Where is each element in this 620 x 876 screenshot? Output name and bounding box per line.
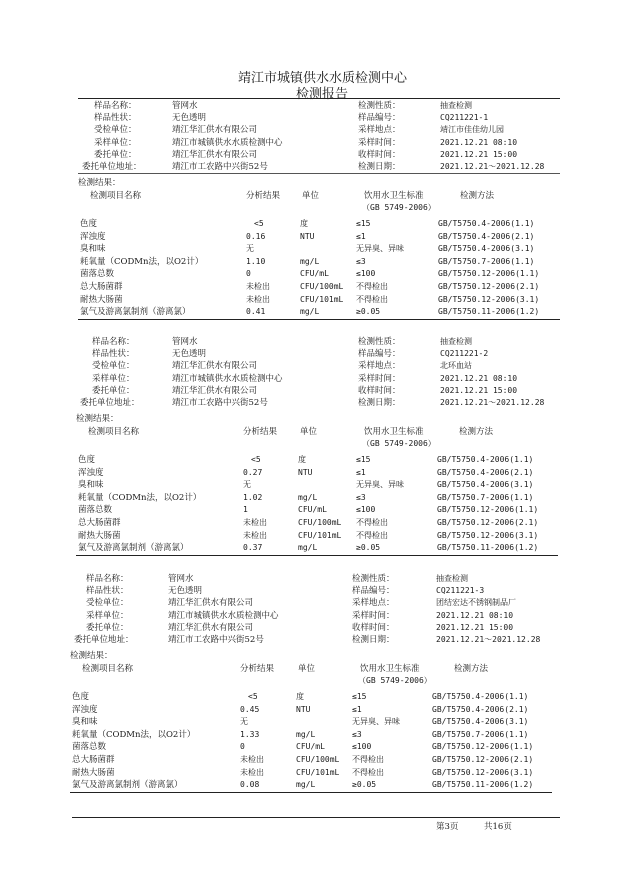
label-test-nature: 检测性质： (358, 101, 401, 111)
row-analysis-result: 0.37 (243, 543, 263, 553)
row-item-name: 耐热大肠菌 (78, 530, 121, 541)
row-test-method: GB/T5750.12-2006(2.1) (437, 518, 539, 527)
row-standard-limit: ≥0.05 (352, 780, 377, 790)
row-test-method: GB/T5750.11-2006(1.2) (437, 543, 539, 553)
row-standard-limit: ≥0.05 (356, 307, 381, 317)
value-sample-state: 无色透明 (172, 113, 207, 124)
value-sample-name: 管网水 (172, 337, 198, 347)
header-standard-code: （GB 5749-2006） (362, 203, 436, 212)
row-unit: NTU (298, 467, 313, 477)
value-test-nature: 抽查检测 (440, 101, 472, 110)
row-standard-limit: ≤15 (356, 219, 371, 228)
header-method: 检测方法 (454, 664, 489, 674)
row-item-name: 总大肠菌群 (78, 518, 121, 528)
label-sampling-unit: 采样单位： (86, 610, 129, 621)
row-analysis-result: 1.02 (243, 492, 263, 502)
label-sample-state: 样品性状： (94, 113, 137, 124)
row-standard-limit: ≤3 (352, 729, 362, 739)
row-item-name: 色度 (80, 219, 98, 229)
row-test-method: GB/T5750.4-2006(2.1) (438, 231, 535, 241)
row-test-method: GB/T5750.7-2006(1.1) (437, 492, 534, 502)
header-unit: 单位 (300, 427, 318, 437)
header-result: 分析结果 (243, 427, 278, 437)
row-analysis-result: 0.41 (246, 307, 266, 317)
value-receive-time: 2021.12.21 15:00 (440, 149, 518, 159)
row-item-name: 菌落总数 (78, 505, 113, 516)
row-analysis-result: 0.08 (240, 780, 260, 790)
label-client-unit: 委托单位： (86, 622, 129, 633)
label-receive-time: 收样时间： (358, 385, 401, 396)
label-sampling-time: 采样时间： (352, 610, 395, 621)
row-analysis-result: 未检出 (246, 294, 270, 304)
label-sample-no: 样品编号： (358, 349, 401, 360)
row-unit: CFU/mL (296, 742, 325, 752)
header-item: 检测项目名称 (82, 664, 134, 674)
label-receive-time: 收样时间： (352, 622, 395, 633)
value-client-address: 靖江市工农路中兴街52号 (172, 162, 268, 172)
row-standard-limit: ≥0.05 (356, 543, 381, 553)
value-sample-name: 管网水 (168, 574, 194, 584)
row-test-method: GB/T5750.12-2006(1.1) (437, 505, 539, 515)
header-standard-code: （GB 5749-2006） (358, 676, 432, 685)
label-sampling-time: 采样时间： (358, 373, 401, 384)
label-client-unit: 委托单位： (94, 149, 137, 160)
value-client-unit: 靖江华汇供水有限公司 (172, 149, 258, 160)
row-test-method: GB/T5750.12-2006(2.1) (438, 282, 540, 291)
row-unit: CFU/101mL (300, 294, 344, 304)
label-sample-no: 样品编号： (358, 113, 401, 124)
header-item: 检测项目名称 (90, 191, 142, 201)
row-item-name: 浑浊度 (78, 467, 104, 478)
header-result: 分析结果 (240, 664, 275, 674)
row-unit: CFU/101mL (298, 530, 342, 540)
row-test-method: GB/T5750.4-2006(2.1) (437, 467, 534, 477)
report-subtitle: 检测报告 (296, 87, 349, 102)
label-test-nature: 检测性质： (358, 337, 401, 347)
row-test-method: GB/T5750.4-2006(3.1) (437, 480, 534, 490)
header-unit: 单位 (298, 664, 316, 674)
report-end-rule (78, 319, 560, 320)
title-rule (78, 98, 560, 99)
header-item: 检测项目名称 (88, 427, 140, 437)
row-analysis-result: 1.10 (246, 256, 266, 266)
value-sampling-unit: 靖江市城镇供水水质检测中心 (172, 137, 283, 148)
label-sampling-unit: 采样单位： (92, 373, 135, 384)
row-unit: CFU/mL (300, 269, 329, 279)
row-test-method: GB/T5750.4-2006(3.1) (432, 717, 529, 727)
row-item-name: 臭和味 (78, 480, 104, 491)
header-standard: 饮用水卫生标准 (364, 191, 424, 201)
label-client-address: 委托单位地址： (74, 635, 134, 645)
header-result: 分析结果 (246, 191, 281, 201)
label-sample-state: 样品性状： (92, 349, 135, 360)
page-total: 共16页 (484, 822, 512, 832)
row-item-name: 氯气及游离氯制剂（游离氯） (72, 780, 183, 791)
row-item-name: 耗氧量（CODMn法，以O2计） (78, 492, 202, 503)
value-test-date: 2021.12.21～2021.12.28 (436, 635, 541, 644)
row-analysis-result: 未检出 (243, 518, 267, 527)
label-sample-name: 样品名称： (86, 574, 129, 584)
value-sample-state: 无色透明 (168, 586, 203, 597)
row-unit: NTU (296, 704, 311, 714)
row-standard-limit: ≤1 (356, 231, 366, 241)
row-analysis-result: 1.33 (240, 729, 260, 739)
row-standard-limit: 不得检出 (356, 518, 388, 527)
row-test-method: GB/T5750.4-2006(3.1) (438, 244, 535, 254)
row-item-name: 耗氧量（CODMn法，以O2计） (72, 729, 196, 740)
value-sample-no: CQ211221-2 (440, 349, 489, 359)
report-end-rule (70, 792, 552, 793)
value-test-date: 2021.12.21～2021.12.28 (440, 162, 545, 171)
report-end-rule (76, 555, 558, 556)
row-test-method: GB/T5750.4-2006(2.1) (432, 704, 529, 714)
label-client-address: 委托单位地址： (82, 162, 142, 172)
row-unit: mg/L (298, 492, 318, 502)
value-sampling-site: 靖江市佳佳幼儿园 (440, 125, 504, 135)
row-standard-limit: ≤1 (352, 704, 362, 714)
row-standard-limit: ≤100 (356, 269, 376, 279)
row-item-name: 耗氧量（CODMn法，以O2计） (80, 256, 204, 267)
row-analysis-result: 无 (246, 244, 254, 254)
label-entrusted-unit: 受检单位： (92, 361, 135, 372)
row-analysis-result: 未检出 (243, 530, 267, 540)
results-label: 检测结果： (70, 651, 113, 661)
row-standard-limit: 不得检出 (356, 530, 388, 540)
value-entrusted-unit: 靖江华汇供水有限公司 (168, 598, 254, 609)
header-standard: 饮用水卫生标准 (364, 427, 424, 437)
label-client-address: 委托单位地址： (80, 398, 140, 408)
value-sample-name: 管网水 (172, 101, 198, 111)
value-sampling-time: 2021.12.21 08:10 (440, 137, 518, 147)
value-sampling-site: 北环血站 (440, 361, 472, 371)
value-sampling-unit: 靖江市城镇供水水质检测中心 (172, 373, 283, 384)
row-analysis-result: 1 (243, 505, 248, 515)
header-method: 检测方法 (460, 191, 495, 201)
row-test-method: GB/T5750.12-2006(3.1) (432, 767, 534, 777)
value-entrusted-unit: 靖江华汇供水有限公司 (172, 361, 258, 372)
row-test-method: GB/T5750.12-2006(3.1) (437, 530, 539, 540)
row-item-name: 总大肠菌群 (72, 755, 115, 765)
label-sample-name: 样品名称： (94, 101, 137, 111)
row-analysis-result: 0.45 (240, 704, 260, 714)
row-item-name: 臭和味 (80, 244, 106, 255)
label-client-unit: 委托单位： (92, 385, 135, 396)
value-test-nature: 抽查检测 (436, 574, 468, 583)
value-sampling-time: 2021.12.21 08:10 (436, 610, 514, 620)
label-receive-time: 收样时间： (358, 149, 401, 160)
label-sampling-site: 采样地点： (358, 125, 401, 136)
header-standard: 饮用水卫生标准 (360, 664, 420, 674)
row-analysis-result: <5 (254, 219, 264, 228)
value-receive-time: 2021.12.21 15:00 (436, 622, 514, 632)
row-test-method: GB/T5750.12-2006(1.1) (432, 742, 534, 752)
section-rule (78, 173, 560, 174)
value-client-address: 靖江市工农路中兴街52号 (168, 635, 264, 645)
row-standard-limit: ≤100 (352, 742, 372, 752)
row-unit: 度 (300, 219, 308, 228)
row-analysis-result: <5 (248, 692, 258, 701)
row-test-method: GB/T5750.12-2006(2.1) (432, 755, 534, 764)
row-item-name: 氯气及游离氯制剂（游离氯） (78, 543, 189, 554)
value-client-address: 靖江市工农路中兴街52号 (172, 398, 268, 408)
row-unit: CFU/101mL (296, 767, 340, 777)
row-analysis-result: 0 (246, 269, 251, 279)
row-analysis-result: 未检出 (240, 767, 264, 777)
row-standard-limit: 不得检出 (356, 282, 388, 291)
value-sampling-site: 团结宏达不锈钢制品厂 (436, 598, 516, 608)
row-analysis-result: <5 (251, 455, 261, 464)
row-item-name: 总大肠菌群 (80, 282, 123, 292)
row-unit: NTU (300, 231, 315, 241)
row-standard-limit: ≤15 (352, 692, 367, 701)
label-sample-no: 样品编号： (352, 586, 395, 597)
row-standard-limit: ≤1 (356, 467, 366, 477)
row-standard-limit: ≤15 (356, 455, 371, 464)
row-unit: mg/L (296, 729, 316, 739)
row-test-method: GB/T5750.12-2006(3.1) (438, 294, 540, 304)
row-unit: CFU/100mL (298, 518, 342, 527)
row-standard-limit: 无异臭、异味 (352, 717, 400, 727)
row-item-name: 耐热大肠菌 (80, 294, 123, 305)
row-standard-limit: 不得检出 (356, 294, 388, 304)
value-test-date: 2021.12.21～2021.12.28 (440, 398, 545, 407)
value-sample-no: CQ211221-1 (440, 113, 489, 123)
row-standard-limit: ≤100 (356, 505, 376, 515)
label-sampling-unit: 采样单位： (94, 137, 137, 148)
value-receive-time: 2021.12.21 15:00 (440, 385, 518, 395)
header-method: 检测方法 (459, 427, 494, 437)
row-test-method: GB/T5750.11-2006(1.2) (432, 780, 534, 790)
value-sample-no: CQ211221-3 (436, 586, 485, 596)
value-sampling-unit: 靖江市城镇供水水质检测中心 (168, 610, 279, 621)
row-unit: CFU/100mL (296, 755, 340, 764)
row-standard-limit: 无异臭、异味 (356, 244, 404, 254)
row-item-name: 耐热大肠菌 (72, 767, 115, 778)
value-client-unit: 靖江华汇供水有限公司 (168, 622, 254, 633)
value-test-nature: 抽查检测 (440, 337, 472, 346)
row-item-name: 菌落总数 (80, 269, 115, 280)
row-analysis-result: 无 (240, 717, 248, 727)
page-number: 第3页 (436, 822, 459, 832)
row-item-name: 浑浊度 (80, 231, 106, 242)
label-sampling-site: 采样地点： (352, 598, 395, 609)
header-unit: 单位 (302, 191, 320, 201)
row-analysis-result: 0 (240, 742, 245, 752)
label-test-nature: 检测性质： (352, 574, 395, 584)
row-test-method: GB/T5750.4-2006(1.1) (437, 455, 534, 464)
row-standard-limit: 无异臭、异味 (356, 480, 404, 490)
row-standard-limit: ≤3 (356, 492, 366, 502)
row-unit: mg/L (298, 543, 318, 553)
label-sampling-site: 采样地点： (358, 361, 401, 372)
row-analysis-result: 无 (243, 480, 251, 490)
row-unit: mg/L (296, 780, 316, 790)
value-sampling-time: 2021.12.21 08:10 (440, 373, 518, 383)
row-item-name: 色度 (72, 692, 90, 702)
row-test-method: GB/T5750.7-2006(1.1) (432, 729, 529, 739)
value-sample-state: 无色透明 (172, 349, 207, 360)
row-standard-limit: ≤3 (356, 256, 366, 266)
label-entrusted-unit: 受检单位： (94, 125, 137, 136)
label-sample-name: 样品名称： (92, 337, 135, 347)
row-test-method: GB/T5750.4-2006(1.1) (438, 219, 535, 228)
footer-rule (72, 817, 560, 818)
row-standard-limit: 不得检出 (352, 755, 384, 764)
row-unit: CFU/100mL (300, 282, 344, 291)
row-test-method: GB/T5750.7-2006(1.1) (438, 256, 535, 266)
label-sample-state: 样品性状： (86, 586, 129, 597)
value-client-unit: 靖江华汇供水有限公司 (172, 385, 258, 396)
row-unit: 度 (298, 455, 306, 464)
label-test-date: 检测日期： (358, 398, 401, 408)
header-standard-code: （GB 5749-2006） (362, 439, 436, 448)
row-item-name: 色度 (78, 455, 96, 465)
value-entrusted-unit: 靖江华汇供水有限公司 (172, 125, 258, 136)
row-unit: mg/L (300, 307, 320, 317)
results-label: 检测结果： (78, 178, 121, 188)
row-item-name: 氯气及游离氯制剂（游离氯） (80, 307, 191, 318)
row-analysis-result: 未检出 (240, 755, 264, 764)
report-title: 靖江市城镇供水水质检测中心 (238, 71, 408, 86)
row-item-name: 菌落总数 (72, 742, 107, 753)
label-test-date: 检测日期： (358, 162, 401, 172)
row-unit: 度 (296, 692, 304, 701)
row-standard-limit: 不得检出 (352, 767, 384, 777)
row-analysis-result: 0.27 (243, 467, 263, 477)
row-analysis-result: 0.16 (246, 231, 266, 241)
label-test-date: 检测日期： (352, 635, 395, 645)
row-test-method: GB/T5750.11-2006(1.2) (438, 307, 540, 317)
row-item-name: 浑浊度 (72, 704, 98, 715)
row-test-method: GB/T5750.12-2006(1.1) (438, 269, 540, 279)
row-unit: CFU/mL (298, 505, 327, 515)
row-test-method: GB/T5750.4-2006(1.1) (432, 692, 529, 701)
label-sampling-time: 采样时间： (358, 137, 401, 148)
row-unit: mg/L (300, 256, 320, 266)
row-item-name: 臭和味 (72, 717, 98, 728)
row-analysis-result: 未检出 (246, 282, 270, 291)
label-entrusted-unit: 受检单位： (86, 598, 129, 609)
results-label: 检测结果： (76, 414, 119, 424)
